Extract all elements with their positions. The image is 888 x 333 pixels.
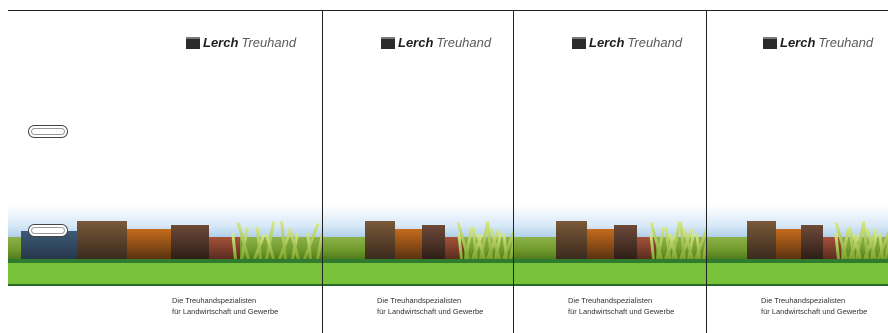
- green-band: [514, 263, 706, 284]
- logo-light-text: Treuhand: [627, 35, 683, 50]
- logo-mark-icon: [186, 37, 200, 49]
- cover-panel-1: [8, 11, 322, 333]
- tagline-line-2: für Landwirtschaft und Gewerbe: [377, 307, 484, 316]
- logo-light-text: Treuhand: [241, 35, 297, 50]
- card-slot-bottom: [28, 224, 68, 237]
- cover-panel-4: [706, 11, 888, 333]
- tagline: [172, 295, 278, 317]
- company-logo: [572, 35, 682, 50]
- folder-sheet: [8, 10, 888, 332]
- tagline-line-2: für Landwirtschaft und Gewerbe: [568, 307, 675, 316]
- tagline-line-1: Die Treuhandspezialisten: [761, 296, 846, 305]
- cover-panel-2: [322, 11, 513, 333]
- logo-bold-text: Lerch: [203, 35, 239, 50]
- cover-panel-3: [513, 11, 706, 333]
- agriculture-photo-strip: [514, 205, 706, 259]
- logo-light-text: Treuhand: [818, 35, 874, 50]
- card-slot-top: [28, 125, 68, 138]
- company-logo: [186, 35, 296, 50]
- green-band: [707, 263, 888, 284]
- tagline-line-2: für Landwirtschaft und Gewerbe: [761, 307, 868, 316]
- agriculture-photo-strip: [707, 205, 888, 259]
- green-band: [8, 263, 322, 284]
- logo-bold-text: Lerch: [780, 35, 816, 50]
- tagline-line-1: Die Treuhandspezialisten: [377, 296, 462, 305]
- green-band: [323, 263, 513, 284]
- company-logo: [763, 35, 873, 50]
- tagline: [761, 295, 867, 317]
- logo-mark-icon: [572, 37, 586, 49]
- tagline: [568, 295, 674, 317]
- tagline-line-1: Die Treuhandspezialisten: [568, 296, 653, 305]
- tagline-line-1: Die Treuhandspezialisten: [172, 296, 257, 305]
- logo-mark-icon: [381, 37, 395, 49]
- tagline-line-2: für Landwirtschaft und Gewerbe: [172, 307, 279, 316]
- logo-mark-icon: [763, 37, 777, 49]
- agriculture-photo-strip: [323, 205, 513, 259]
- tagline: [377, 295, 483, 317]
- logo-light-text: Treuhand: [436, 35, 492, 50]
- logo-bold-text: Lerch: [589, 35, 625, 50]
- company-logo: [381, 35, 491, 50]
- logo-bold-text: Lerch: [398, 35, 434, 50]
